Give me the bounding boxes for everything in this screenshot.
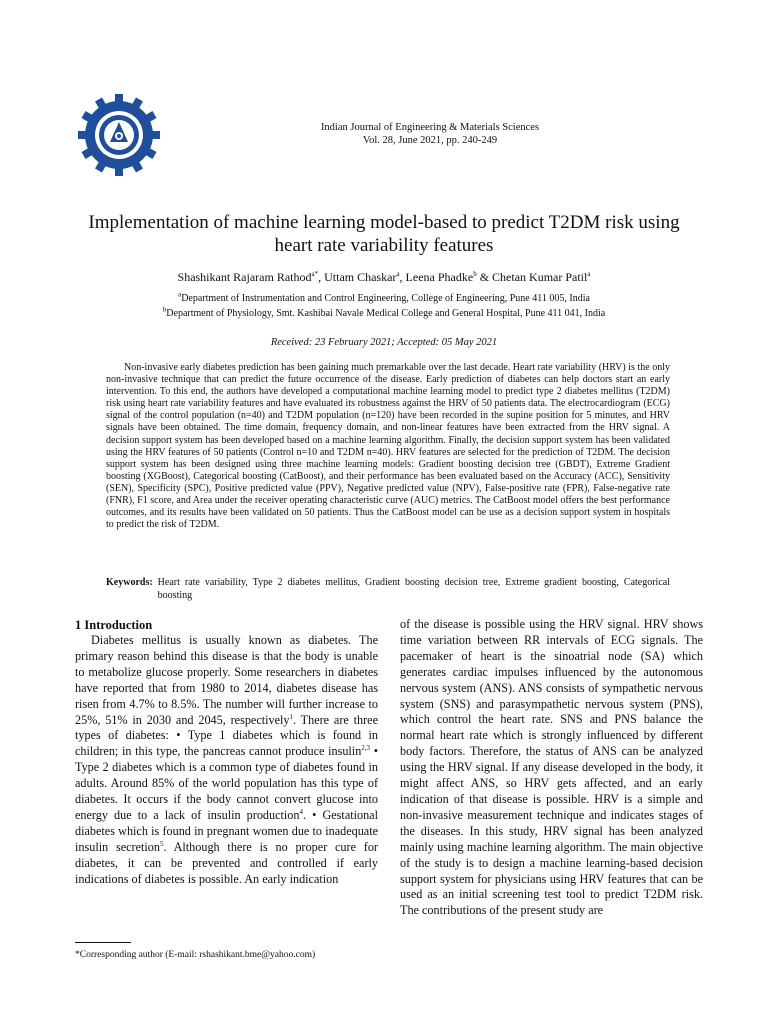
csir-gear-logo-icon [76,92,162,178]
body-column-left [75,617,378,888]
affiliation-text: Department of Physiology, Smt. Kashibai Navale Medical College and General Hospital, Pune 411 041, India [166,308,606,319]
keywords-label: Keywords: [106,577,153,588]
author-list [60,270,708,285]
author-affiliation-mark: a [587,270,591,278]
intro-text-1: Diabetes mellitus is usually known as diabetes. The primary reason behind this disease is that the body is unable to metabolize glucose properly. Some researchers in diabetes have reported that from 1980 to 2014, diabetes disease has risen from 4.7% to 8.5%. The number will further increase to 25%, 51% in 2030 and 2045, respectively [75,633,378,727]
author-name: Uttam Chaskar [324,270,397,284]
affiliation-a [60,292,708,305]
author-name: Chetan Kumar Patil [492,270,588,284]
introduction-paragraph [75,633,378,888]
intro-text-3: • Type 2 diabetes which is a common type of diabetes found in adults. Around 85% of the world population has this type of diabetes. It occurs if the body cannot convert glucose into energy due to a lack of insulin production [75,744,378,822]
paper-title [60,211,708,257]
section-heading-introduction: 1 Introduction [75,618,153,632]
author-name: Leena Phadke [405,270,474,284]
author-affiliation-mark: a [396,270,400,278]
csir-logo [76,92,162,178]
introduction-continued: of the disease is possible using the HRV signal. HRV shows time variation between RR intervals of ECG signals. The pacemaker of heart is the sinoatrial node (SA) which generates cardiac impulses influenced by the autonomous nervous system (ANS). ANS consists of sympathetic nervous system (SNS) and parasympathetic nervous system (PNS), which control the heart rate. SNS and PNS balance the normal heart rate which is strongly influenced by different body factors. Therefore, the status of ANS can be analyzed using the HRV signal. If any disease developed in the body, it might affect ANS, so HRV gets affected, and an early indication of that disease is possible. HRV is a simple and non-invasive measurement technique and indicates stages of the diseases. In this study, HRV signal has been analyzed mainly using machine learning algorithm. The main objective of the study is to design a machine learning-based decision support system for physicians using HRV features that can be used as an initial screening test tool to predict T2DM risk. The contributions of the present study are [400,617,703,918]
paper-title-line-1: Implementation of machine learning model-based to predict T2DM risk using [88,212,680,233]
affiliation-mark: a [178,290,182,299]
citation: 4 [299,807,303,816]
author-separator: & [476,270,493,284]
intro-text-4: . • Gestational diabetes which is found in pregnant women due to inadequate insulin secretion [75,807,378,854]
body-column-right [400,617,703,919]
intro-text-5: . Although there is no proper cure for diabetes, it can be prevented and controlled if early indications of diabetes is possible. An early indication [75,839,378,886]
author-name: Shashikant Rajaram Rathod [177,270,312,284]
author-affiliation-mark: b [473,270,477,278]
citation: 2,3 [361,744,371,753]
affiliation-text: Department of Instrumentation and Control Engineering, College of Engineering, Pune 411 005, India [181,293,590,304]
keywords [106,577,670,602]
author-affiliation-mark: a* [311,270,319,278]
paper-title-line-2: heart rate variability features [274,235,494,256]
keywords-text: Heart rate variability, Type 2 diabetes mellitus, Gradient boosting decision tree, Extreme gradient boosting, Categorical boosting [157,577,670,601]
author-separator: , [399,270,406,284]
affiliation-mark: b [162,305,167,314]
volume-info: Vol. 28, June 2021, pp. 240-249 [362,135,498,146]
footnote-divider [75,942,131,943]
corresponding-author-footnote: *Corresponding author (E-mail: rshashikant.bme@yahoo.com) [75,950,316,960]
received-accepted-dates: Received: 23 February 2021; Accepted: 05 May 2021 [270,337,498,348]
author-separator: , [318,270,325,284]
abstract: Non-invasive early diabetes prediction has been gaining much premarkable over the last decade. Heart rate variability (HRV) is the only non-invasive technique that can predict the future occurrence of the disease. Early prediction of diabetes can help doctors start an early intervention. To this end, the authors have developed a computational machine learning model to predict type 2 diabetes mellitus (T2DM) risk using heart rate variability features and have evaluated its robustness against the HRV of 50 patients data. The electrocardiogram (ECG) signal of the control population (n=40) and T2DM population (n=120) have been recorded in the supine position for 5 minutes, and HRV signals have been obtained. The time domain, frequency domain, and non-linear features have been extracted from the HRV signal. A decision support system has been developed based on a machine learning algorithm. Finally, the decision support system has been validated using the HRV features of 50 patients (Control n=10 and T2DM n=40). HRV features are selected for the prediction of T2DM. The decision support system has been designed using three machine learning models: Gradient boosting decision tree (GBDT), Extreme Gradient boosting (XGBoost), Categorical boosting (CatBoost), and their performance has been evaluated based on the Accuracy (ACC), Sensitivity (SEN), Specificity (SPC), Positive predicted value (PPV), Negative predicted value (NPV), False-positive rate (FPR), False-negative rate (FNR), F1 score, and Area under the receiver operating characteristic curve (AUC) metrics. The CatBoost model offers the best performance outcomes, and its results have been validated on 50 patients. Thus the CatBoost model can be use as a decision support system in hospitals to predict the risk of T2DM. [106,362,670,531]
affiliation-b [60,307,708,320]
intro-text-2: . There are three types of diabetes: • Type 1 diabetes which is found in children; in this type, the pancreas cannot produce insulin [75,712,378,759]
citation: 1 [289,712,293,721]
journal-name: Indian Journal of Engineering & Materials Sciences [320,122,540,133]
citation: 5 [159,839,164,848]
